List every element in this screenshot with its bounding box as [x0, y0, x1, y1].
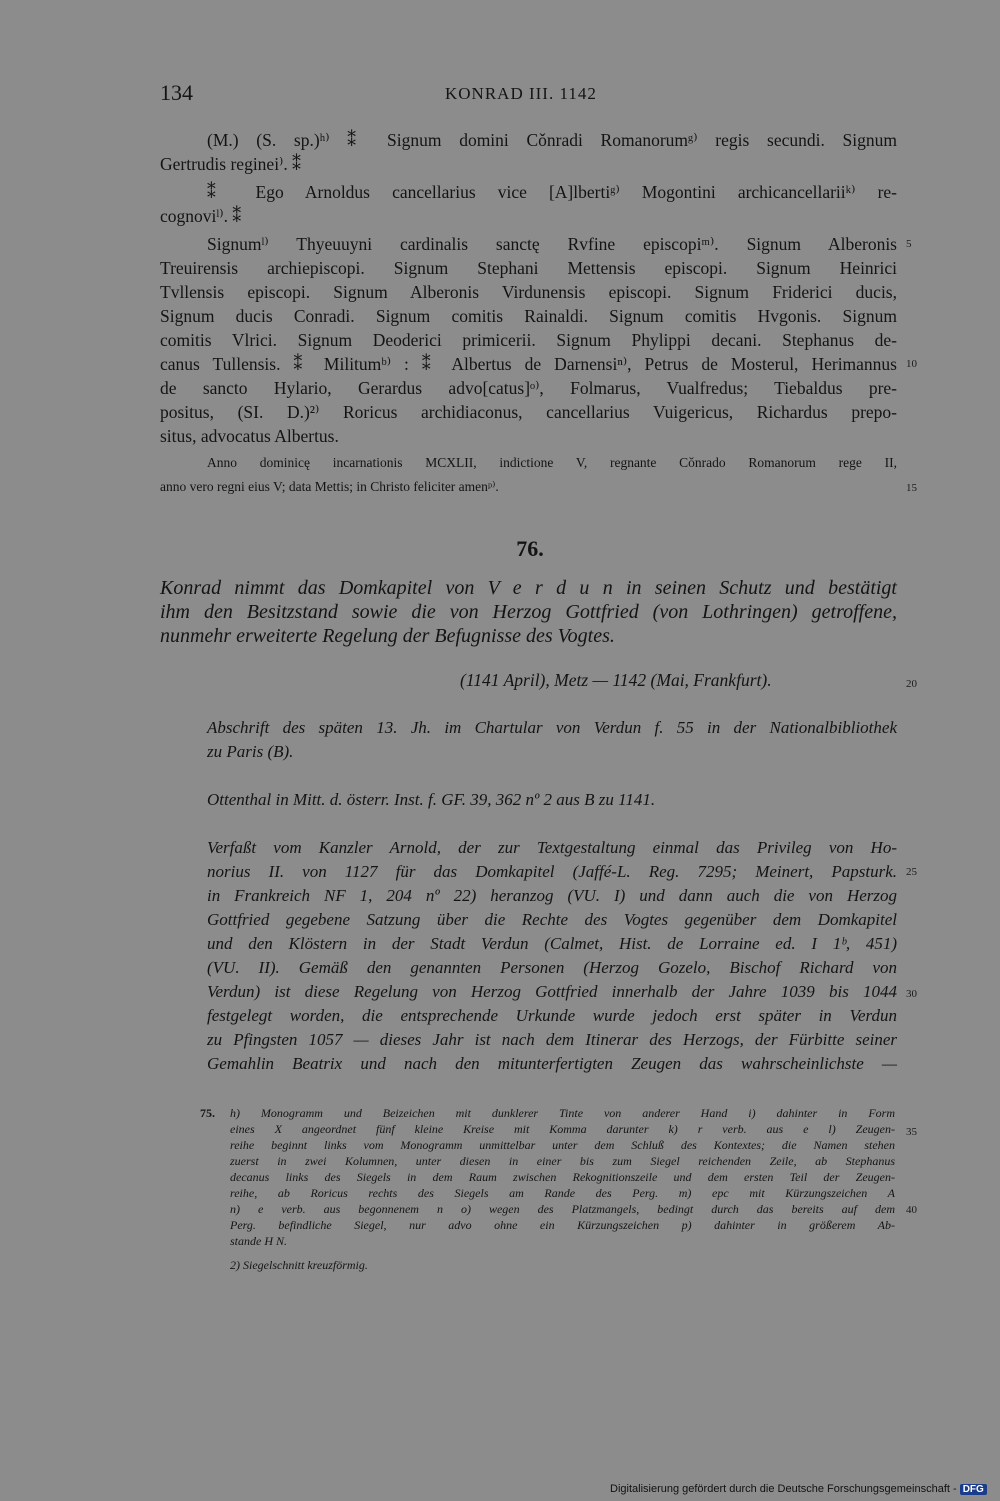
- doc75-line: ⁑ Ego Arnoldus cancellarius vice [A]lbertiᵍ⁾ Mogontini archicancellariiᵏ⁾ re-: [207, 182, 897, 202]
- margin-line-number: 40: [906, 1204, 917, 1216]
- doc75-line: positus, (SI. D.)²⁾ Roricus archidiaconus, cancellarius Vuigericus, Richardus prepo-: [160, 402, 897, 422]
- doc75-line: canus Tullensis. ⁑ Militumᵇ⁾ : ⁑ Albertus de Darnensiⁿ⁾, Petrus de Mosterul, Herimannus: [160, 354, 897, 374]
- margin-line-number: 15: [906, 482, 917, 494]
- footnote-line: stande H N.: [230, 1234, 287, 1248]
- commentary-line: Verfaßt vom Kanzler Arnold, der zur Textgestaltung einmal das Privileg von Ho-: [207, 838, 897, 857]
- regest-line: nunmehr erweiterte Regelung der Befugnisse des Vogtes.: [160, 625, 615, 647]
- digitization-credit: [610, 1483, 987, 1495]
- commentary-line: festgelegt worden, die entsprechende Urkunde wurde jedoch erst später in Verdun: [207, 1006, 897, 1025]
- edition-line: Ottenthal in Mitt. d. österr. Inst. f. GF. 39, 362 nº 2 aus B zu 1141.: [207, 790, 656, 809]
- footnote-line: decanus links des Siegels in dem Raum zwischen Rekognitionszeile und dem ersten Teil der Zeugen-: [230, 1170, 895, 1184]
- doc75-line: Tvllensis episcopi. Signum Alberonis Virdunensis episcopi. Signum Friderici ducis,: [160, 282, 897, 302]
- tradition-line: Abschrift des späten 13. Jh. im Chartular von Verdun f. 55 in der Nationalbibliothek: [207, 718, 897, 737]
- page-number: 134: [160, 80, 193, 105]
- doc75-line: Treuirensis archiepiscopi. Signum Stephani Mettensis episcopi. Signum Heinrici: [160, 258, 897, 278]
- dating-clause: Anno dominicę incarnationis MCXLII, indictione V, regnante Cǒnrado Romanorum rege II,: [207, 455, 897, 470]
- footnote-label: 75.: [200, 1106, 215, 1120]
- commentary-line: (VU. II). Gemäß den genannten Personen (Herzog Gozelo, Bischof Richard von: [207, 958, 897, 977]
- footnote-line: eines X angeordnet fünf kleine Kreise mit Komma darunter k) r verb. aus e l) Zeugen-: [230, 1122, 895, 1136]
- doc75-line: (M.) (S. sp.)ʰ⁾ ⁑ Signum domini Cǒnradi Romanorumᵍ⁾ regis secundi. Signum: [207, 130, 897, 150]
- running-title: KONRAD III. 1142: [445, 84, 597, 103]
- doc75-line: Gertrudis reginei⁾. ⁑: [160, 154, 301, 174]
- doc75-line: Signumˡ⁾ Thyeuuyni cardinalis sanctę Rvfine episcopiᵐ⁾. Signum Alberonis: [207, 234, 897, 254]
- footnote-line: n) e verb. aus begonnenem n o) wegen des Platzmangels, bedingt durch das bereits auf dem: [230, 1202, 895, 1216]
- footnote-line: reihe beginnt links vom Monogramm unmittelbar unter dem Schluß des Kontextes; die Namen stehen: [230, 1138, 895, 1152]
- footnote-line: zuerst in zwei Kolumnen, unter diesen in einer bis zum Siegel reichenden Zeile, ab Stephanus: [230, 1154, 895, 1168]
- commentary-line: Verdun) ist diese Regelung von Herzog Gottfried innerhalb der Jahre 1039 bis 1044: [207, 982, 897, 1001]
- credit-text: Digitalisierung gefördert durch die Deutsche Forschungsgemeinschaft -: [610, 1483, 957, 1495]
- commentary-line: norius II. von 1127 für das Domkapitel (Jaffé-L. Reg. 7295; Meinert, Papsturk.: [207, 862, 897, 881]
- regest-line: Konrad nimmt das Domkapitel von V e r d u n in seinen Schutz und bestätigt: [160, 577, 897, 599]
- footnote-2: 2) Siegelschnitt kreuzförmig.: [230, 1258, 368, 1272]
- document-number: 76.: [516, 536, 544, 561]
- commentary-line: in Frankreich NF 1, 204 nº 22) heranzog (VU. I) und dann auch die von Herzog: [207, 886, 897, 905]
- doc75-line: Signum ducis Conradi. Signum comitis Rainaldi. Signum comitis Hvgonis. Signum: [160, 306, 897, 326]
- margin-line-number: 20: [906, 678, 917, 690]
- footnote-line: reihe, ab Roricus rechts des Siegels am Rande des Perg. m) epc mit Kürzungszeichen A: [230, 1186, 895, 1200]
- dating-clause: anno vero regni eius V; data Mettis; in Christo feliciter amenᵖ⁾.: [160, 479, 499, 494]
- doc75-line: situs, advocatus Albertus.: [160, 426, 339, 446]
- regest-line: ihm den Besitzstand sowie die von Herzog Gottfried (von Lothringen) getroffene,: [160, 601, 897, 623]
- date-place: (1141 April), Metz — 1142 (Mai, Frankfurt).: [460, 670, 772, 690]
- doc75-line: cognoviˡ⁾. ⁑: [160, 206, 242, 226]
- doc75-line: comitis Vlrici. Signum Deoderici primicerii. Signum Phylippi decani. Stephanus de-: [160, 330, 897, 350]
- footnote-line: Perg. befindliche Siegel, nur advo ohne ein Kürzungszeichen p) dahinter in größerem Ab-: [230, 1218, 895, 1232]
- margin-line-number: 30: [906, 988, 917, 1000]
- margin-line-number: 5: [906, 238, 912, 250]
- commentary-line: zu Pfingsten 1057 — dieses Jahr ist nach dem Itinerar des Herzogs, der Fürbitte seiner: [207, 1030, 897, 1049]
- commentary-line: Gemahlin Beatrix und nach den mitunterfertigten Zeugen das wahrscheinlichste —: [207, 1054, 897, 1073]
- dfg-logo: DFG: [960, 1484, 987, 1495]
- footnote-line: h) Monogramm und Beizeichen mit dunklerer Tinte von anderer Hand i) dahinter in Form: [230, 1106, 895, 1120]
- commentary-line: Gottfried gegebene Satzung über die Rechte des Vogtes gegenüber dem Domkapitel: [207, 910, 897, 929]
- tradition-line: zu Paris (B).: [207, 742, 294, 761]
- doc75-line: de sancto Hylario, Gerardus advo[catus]ᵒ⁾, Folmarus, Vualfredus; Tiebaldus pre-: [160, 378, 897, 398]
- margin-line-number: 25: [906, 866, 917, 878]
- margin-line-number: 35: [906, 1126, 917, 1138]
- commentary-line: und den Klöstern in der Stadt Verdun (Calmet, Hist. de Lorraine ed. I 1ᵇ, 451): [207, 934, 897, 953]
- margin-line-number: 10: [906, 358, 917, 370]
